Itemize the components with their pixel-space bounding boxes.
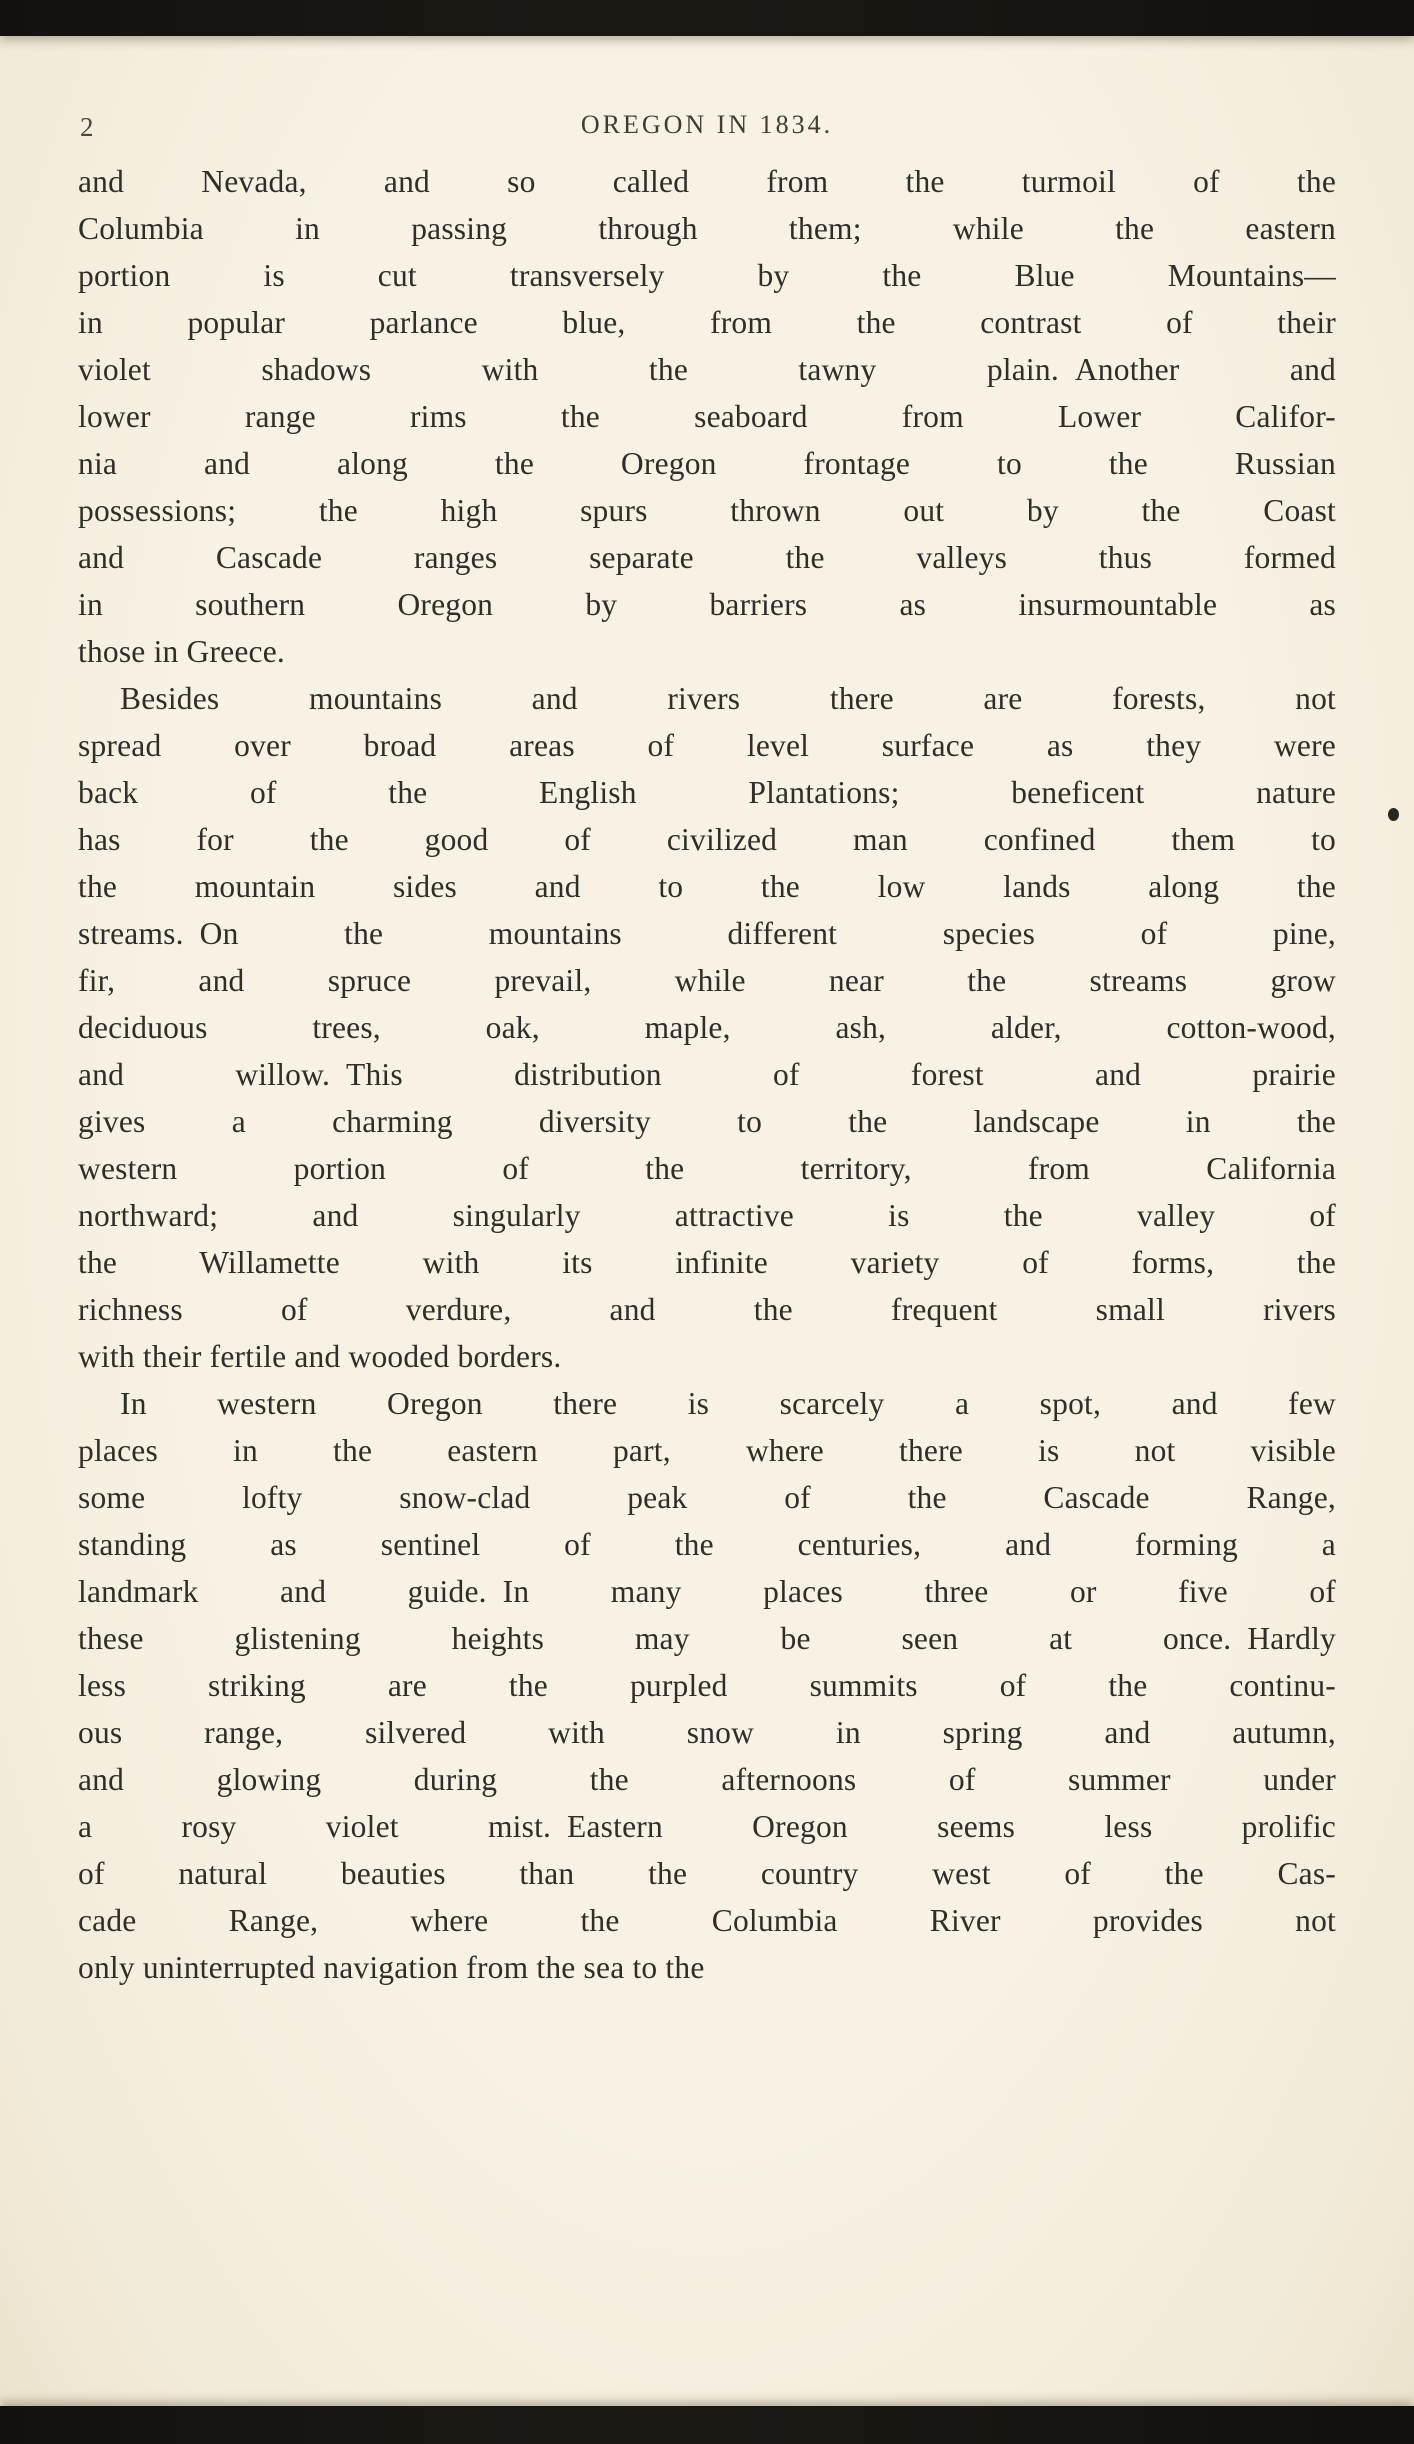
- text-line: northward; and singularly attractive is the valley of: [78, 1198, 1336, 1233]
- paragraph: [78, 675, 1336, 1380]
- text-line: standing as sentinel of the centuries, and forming a: [78, 1527, 1336, 1562]
- text-line: some lofty snow-clad peak of the Cascade Range,: [78, 1480, 1336, 1515]
- text-line: in popular parlance blue, from the contrast of their: [78, 305, 1336, 340]
- text-block: [78, 158, 1336, 1991]
- text-line: ous range, silvered with snow in spring and autumn,: [78, 1715, 1336, 1750]
- text-line: of natural beauties than the country west of the Cas-: [78, 1856, 1336, 1891]
- paragraph: [78, 1380, 1336, 1991]
- text-line: lower range rims the seaboard from Lower Califor-: [78, 399, 1336, 434]
- text-line: the mountain sides and to the low lands along the: [78, 869, 1336, 904]
- paragraph: [78, 158, 1336, 675]
- text-line: with their fertile and wooded borders.: [78, 1339, 562, 1374]
- text-line: western portion of the territory, from California: [78, 1151, 1336, 1186]
- text-line: gives a charming diversity to the landscape in the: [78, 1104, 1336, 1139]
- text-line: places in the eastern part, where there is not visible: [78, 1433, 1336, 1468]
- text-line: and Cascade ranges separate the valleys thus formed: [78, 540, 1336, 575]
- text-line: fir, and spruce prevail, while near the streams grow: [78, 963, 1336, 998]
- text-line: Besides mountains and rivers there are forests, not: [120, 681, 1336, 716]
- text-line: less striking are the purpled summits of the continu-: [78, 1668, 1336, 1703]
- text-line: richness of verdure, and the frequent small rivers: [78, 1292, 1336, 1327]
- text-line: cade Range, where the Columbia River provides not: [78, 1903, 1336, 1938]
- text-line: and glowing during the afternoons of summer under: [78, 1762, 1336, 1797]
- scan-edge-top: [0, 0, 1414, 36]
- text-line: In western Oregon there is scarcely a spot, and few: [120, 1386, 1336, 1421]
- text-line: these glistening heights may be seen at once. Hardly: [78, 1621, 1336, 1656]
- ink-speck: [1388, 808, 1399, 821]
- text-line: possessions; the high spurs thrown out by the Coast: [78, 493, 1336, 528]
- running-header: OREGON IN 1834.: [580, 110, 834, 139]
- text-line: Columbia in passing through them; while the eastern: [78, 211, 1336, 246]
- text-line: has for the good of civilized man confined them to: [78, 822, 1336, 857]
- text-line: back of the English Plantations; beneficent nature: [78, 775, 1336, 810]
- text-line: and Nevada, and so called from the turmoil of the: [78, 164, 1336, 199]
- text-line: in southern Oregon by barriers as insurmountable as: [78, 587, 1336, 622]
- text-line: only uninterrupted navigation from the sea to the: [78, 1950, 705, 1985]
- page-header: [78, 106, 1336, 148]
- text-line: spread over broad areas of level surface as they were: [78, 728, 1336, 763]
- text-line: those in Greece.: [78, 634, 285, 669]
- text-line: streams. On the mountains different species of pine,: [78, 916, 1336, 951]
- text-line: violet shadows with the tawny plain. Another and: [78, 352, 1336, 387]
- page-number: 2: [80, 112, 94, 142]
- scan-edge-bottom: [0, 2406, 1414, 2444]
- text-line: and willow. This distribution of forest and prairie: [78, 1057, 1336, 1092]
- text-line: portion is cut transversely by the Blue Mountains—: [78, 258, 1336, 293]
- text-line: the Willamette with its infinite variety of forms, the: [78, 1245, 1336, 1280]
- text-line: a rosy violet mist. Eastern Oregon seems less prolific: [78, 1809, 1336, 1844]
- text-line: nia and along the Oregon frontage to the Russian: [78, 446, 1336, 481]
- text-line: deciduous trees, oak, maple, ash, alder, cotton-wood,: [78, 1010, 1336, 1045]
- text-line: landmark and guide. In many places three or five of: [78, 1574, 1336, 1609]
